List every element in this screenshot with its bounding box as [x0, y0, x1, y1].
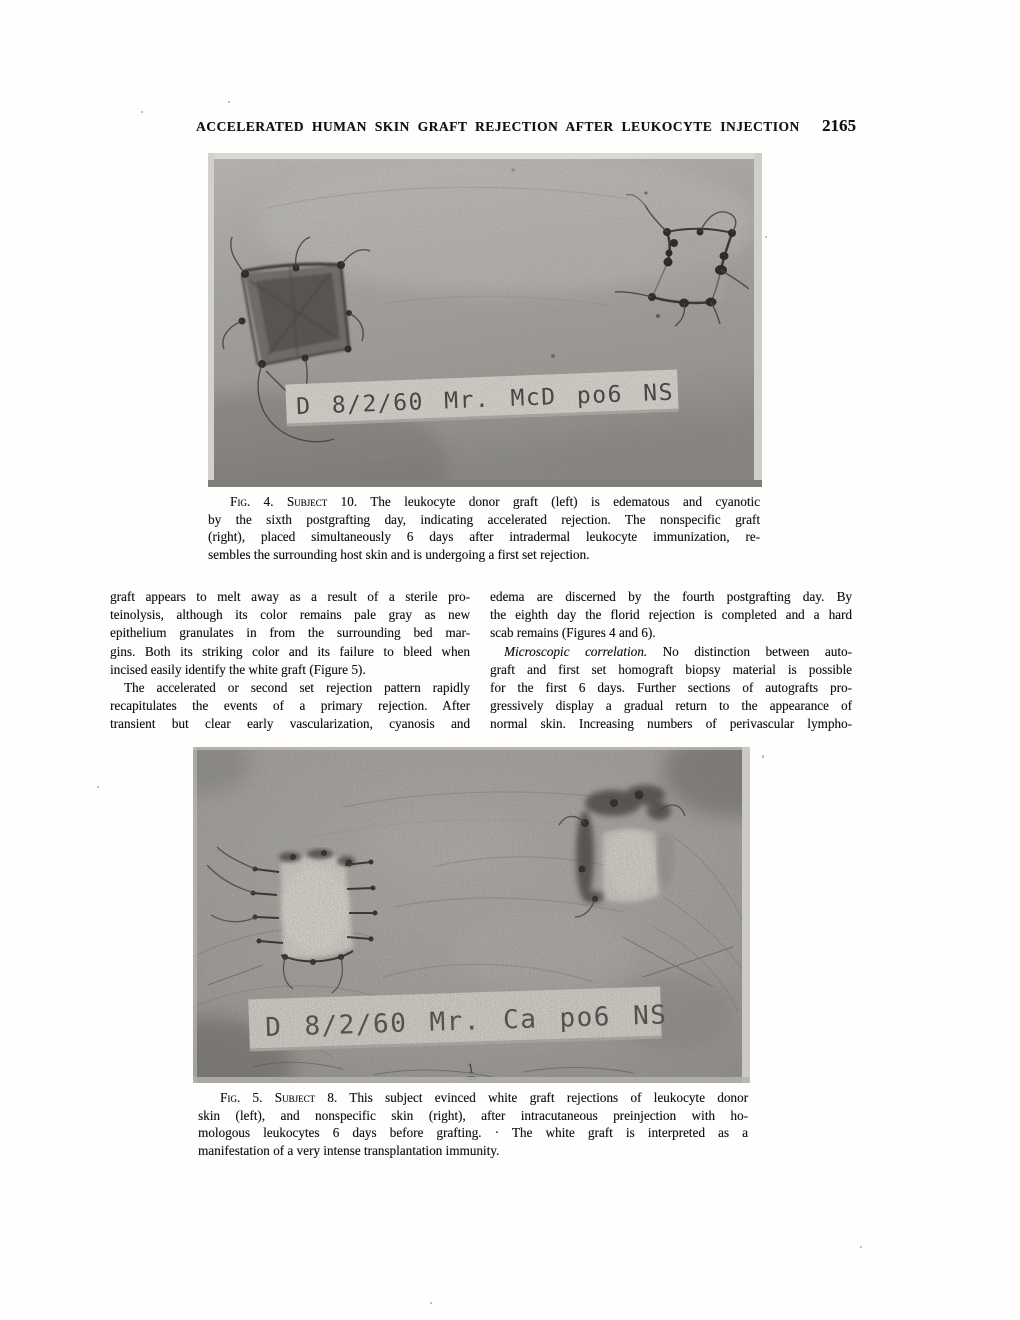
body-line: scab remains (Figures 4 and 6). — [490, 625, 656, 641]
figure-4-caption — [208, 493, 760, 563]
caption-line — [198, 1089, 748, 1107]
figure-5-caption — [198, 1089, 748, 1159]
figure-label: Fig. 4. — [230, 494, 274, 509]
body-line: the eighth day the florid rejection is completed and a hard — [490, 607, 852, 623]
body-column-right — [490, 588, 852, 734]
caption-line: (right), placed simultaneously 6 days after intradermal leukocyte immunization, re- — [208, 529, 760, 545]
body-line: edema are discerned by the fourth postgrafting day. By — [490, 589, 852, 604]
body-line: transient but clear early vascularization, cyanosis and — [110, 716, 470, 732]
skin-photo-subject-8 — [193, 747, 750, 1083]
caption-text: The leukocyte donor graft (left) is edematous and cyanotic — [370, 494, 760, 509]
caption-line: mologous leukocytes 6 days before grafting. · The white graft is interpreted as a — [198, 1125, 748, 1141]
body-column-left — [110, 588, 470, 734]
body-line: gressively display a gradual return to the appearance of — [490, 698, 852, 714]
skin-photo-subject-10 — [208, 153, 762, 487]
caption-line — [208, 493, 760, 511]
scan-speck — [97, 786, 99, 788]
caption-line: manifestation of a very intense transplantation immunity. — [198, 1142, 500, 1158]
body-line: recapitulates the events of a primary rejection. After — [110, 698, 470, 714]
subject-label: Subject 10. — [286, 494, 358, 509]
subject-label: Subject 8. — [274, 1090, 338, 1105]
running-head-title: ACCELERATED HUMAN SKIN GRAFT REJECTION AFTER LEUKOCYTE INJECTION — [196, 119, 800, 134]
italic-lead: Microscopic correlation. — [504, 643, 648, 659]
body-line: The accelerated or second set rejection pattern rapidly — [124, 680, 470, 696]
body-line: teinolysis, although its color remains pale gray as new — [110, 607, 470, 623]
figure-label: Fig. 5. — [220, 1090, 263, 1105]
body-line: graft and first set homograft biopsy material is possible — [490, 661, 852, 677]
scan-speck — [141, 111, 143, 113]
scan-speck — [762, 755, 764, 758]
body-line: normal skin. Increasing numbers of perivascular lympho- — [490, 716, 852, 732]
caption-line: by the sixth postgrafting day, indicating accelerated rejection. The nonspecific graft — [208, 511, 760, 527]
body-text: No distinction between auto- — [662, 643, 853, 659]
caption-text: This subject evinced white graft rejections of leukocyte donor — [349, 1090, 748, 1105]
body-line: epithelium granulates in from the surrounding bed mar- — [110, 625, 470, 641]
scan-speck — [860, 1246, 862, 1248]
caption-line: sembles the surrounding host skin and is undergoing a first set rejection. — [208, 546, 590, 562]
figure-4-photo — [208, 153, 762, 487]
body-line: for the first 6 days. Further sections of autografts pro- — [490, 680, 852, 696]
body-line: gins. Both its striking color and its failure to bleed when — [110, 643, 470, 659]
body-line: graft appears to melt away as a result of a sterile pro- — [110, 589, 470, 604]
caption-line: skin (left), and nonspecific skin (right), after intracutaneous preinjection with ho- — [198, 1107, 748, 1123]
figure-5-photo — [193, 747, 750, 1083]
scan-speck — [228, 101, 230, 103]
body-line — [490, 643, 852, 661]
body-line: incised easily identify the white graft (Figure 5). — [110, 661, 366, 677]
page-number: 2165 — [822, 116, 856, 135]
scan-speck — [765, 236, 767, 238]
scan-speck — [430, 1302, 432, 1304]
